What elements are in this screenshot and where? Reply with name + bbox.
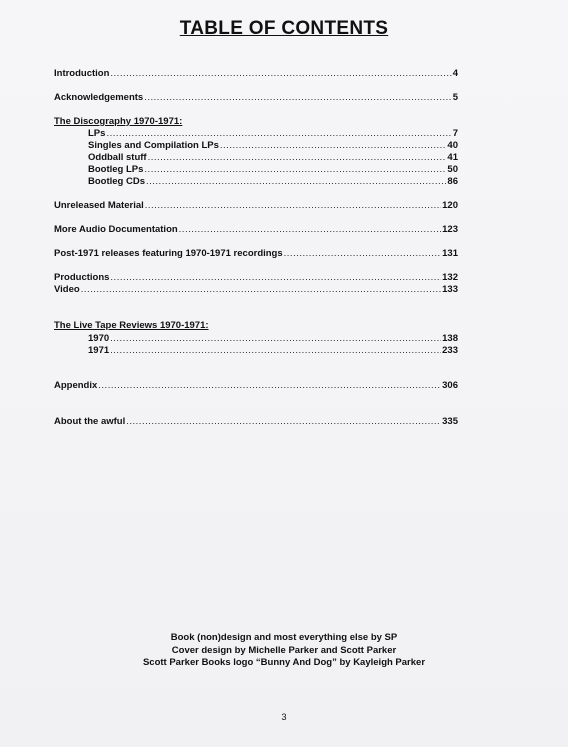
- toc-entry-about-the-awful[interactable]: [54, 416, 458, 427]
- dot-leader: [179, 224, 441, 235]
- toc-page: 120: [442, 200, 458, 211]
- toc-entry-oddball[interactable]: [88, 152, 458, 163]
- toc-entry-bootleg-cds[interactable]: [88, 176, 458, 187]
- toc-label: Singles and Compilation LPs: [88, 140, 219, 151]
- toc-page: 5: [452, 92, 458, 103]
- toc-entry-1971[interactable]: [88, 345, 458, 356]
- credit-line: Scott Parker Books logo “Bunny And Dog” by Kayleigh Parker: [142, 657, 426, 668]
- section-heading-live-tape-reviews: The Live Tape Reviews 1970-1971:: [54, 320, 209, 331]
- toc-label: Bootleg LPs: [88, 164, 144, 175]
- toc-page: 123: [442, 224, 458, 235]
- dot-leader: [110, 272, 441, 283]
- dot-leader: [144, 92, 451, 103]
- dot-leader: [220, 140, 447, 151]
- page-title: TABLE OF CONTENTS: [179, 18, 389, 39]
- toc-label: Acknowledgements: [54, 92, 144, 103]
- toc-label: About the awful: [54, 416, 126, 427]
- toc-page: 133: [442, 284, 458, 295]
- toc-entry-1970[interactable]: [88, 333, 458, 344]
- toc-label: LPs: [88, 128, 106, 139]
- credits-block: [0, 632, 568, 670]
- toc-label: Oddball stuff: [88, 152, 147, 163]
- toc-entry-post-1971[interactable]: [54, 248, 458, 259]
- toc-page: 50: [447, 164, 458, 175]
- toc-page: 306: [442, 380, 458, 391]
- dot-leader: [106, 128, 451, 139]
- section-heading-discography: The Discography 1970-1971:: [54, 116, 183, 127]
- toc-entry-appendix[interactable]: [54, 380, 458, 391]
- toc-page: 138: [442, 333, 458, 344]
- dot-leader: [110, 345, 441, 356]
- toc-page: 41: [447, 152, 458, 163]
- toc-label: Bootleg CDs: [88, 176, 145, 187]
- toc-label: Appendix: [54, 380, 98, 391]
- toc-page: 7: [452, 128, 458, 139]
- dot-leader: [148, 152, 447, 163]
- toc-page: 335: [442, 416, 458, 427]
- toc-label: Productions: [54, 272, 110, 283]
- dot-leader: [284, 248, 441, 259]
- credit-line: Book (non)design and most everything else by SP: [170, 632, 398, 643]
- dot-leader: [126, 416, 441, 427]
- page-number: 3: [281, 712, 287, 722]
- toc-entry-acknowledgements[interactable]: [54, 92, 458, 103]
- toc-page: 4: [452, 68, 458, 79]
- dot-leader: [144, 164, 446, 175]
- dot-leader: [98, 380, 441, 391]
- toc-entry-lps[interactable]: [88, 128, 458, 139]
- dot-leader: [145, 200, 441, 211]
- toc-page: 233: [442, 345, 458, 356]
- dot-leader: [110, 68, 451, 79]
- toc-label: Post-1971 releases featuring 1970-1971 recordings: [54, 248, 283, 259]
- toc-label: Introduction: [54, 68, 110, 79]
- toc-page: 86: [447, 176, 458, 187]
- toc-label: More Audio Documentation: [54, 224, 178, 235]
- toc-label: Video: [54, 284, 80, 295]
- toc-page: 131: [442, 248, 458, 259]
- toc-entry-audio-documentation[interactable]: [54, 224, 458, 235]
- toc-page: 132: [442, 272, 458, 283]
- toc-entry-productions[interactable]: [54, 272, 458, 283]
- dot-leader: [81, 284, 441, 295]
- toc-entry-introduction[interactable]: [54, 68, 458, 79]
- toc-label: 1971: [88, 345, 110, 356]
- toc-label: Unreleased Material: [54, 200, 144, 211]
- toc-entry-bootleg-lps[interactable]: [88, 164, 458, 175]
- toc-page: 40: [447, 140, 458, 151]
- toc-entry-unreleased[interactable]: [54, 200, 458, 211]
- credit-line: Cover design by Michelle Parker and Scott Parker: [171, 644, 397, 656]
- dot-leader: [110, 333, 441, 344]
- dot-leader: [146, 176, 446, 187]
- toc-entry-singles[interactable]: [88, 140, 458, 151]
- toc-label: 1970: [88, 333, 110, 344]
- toc-entry-video[interactable]: [54, 284, 458, 295]
